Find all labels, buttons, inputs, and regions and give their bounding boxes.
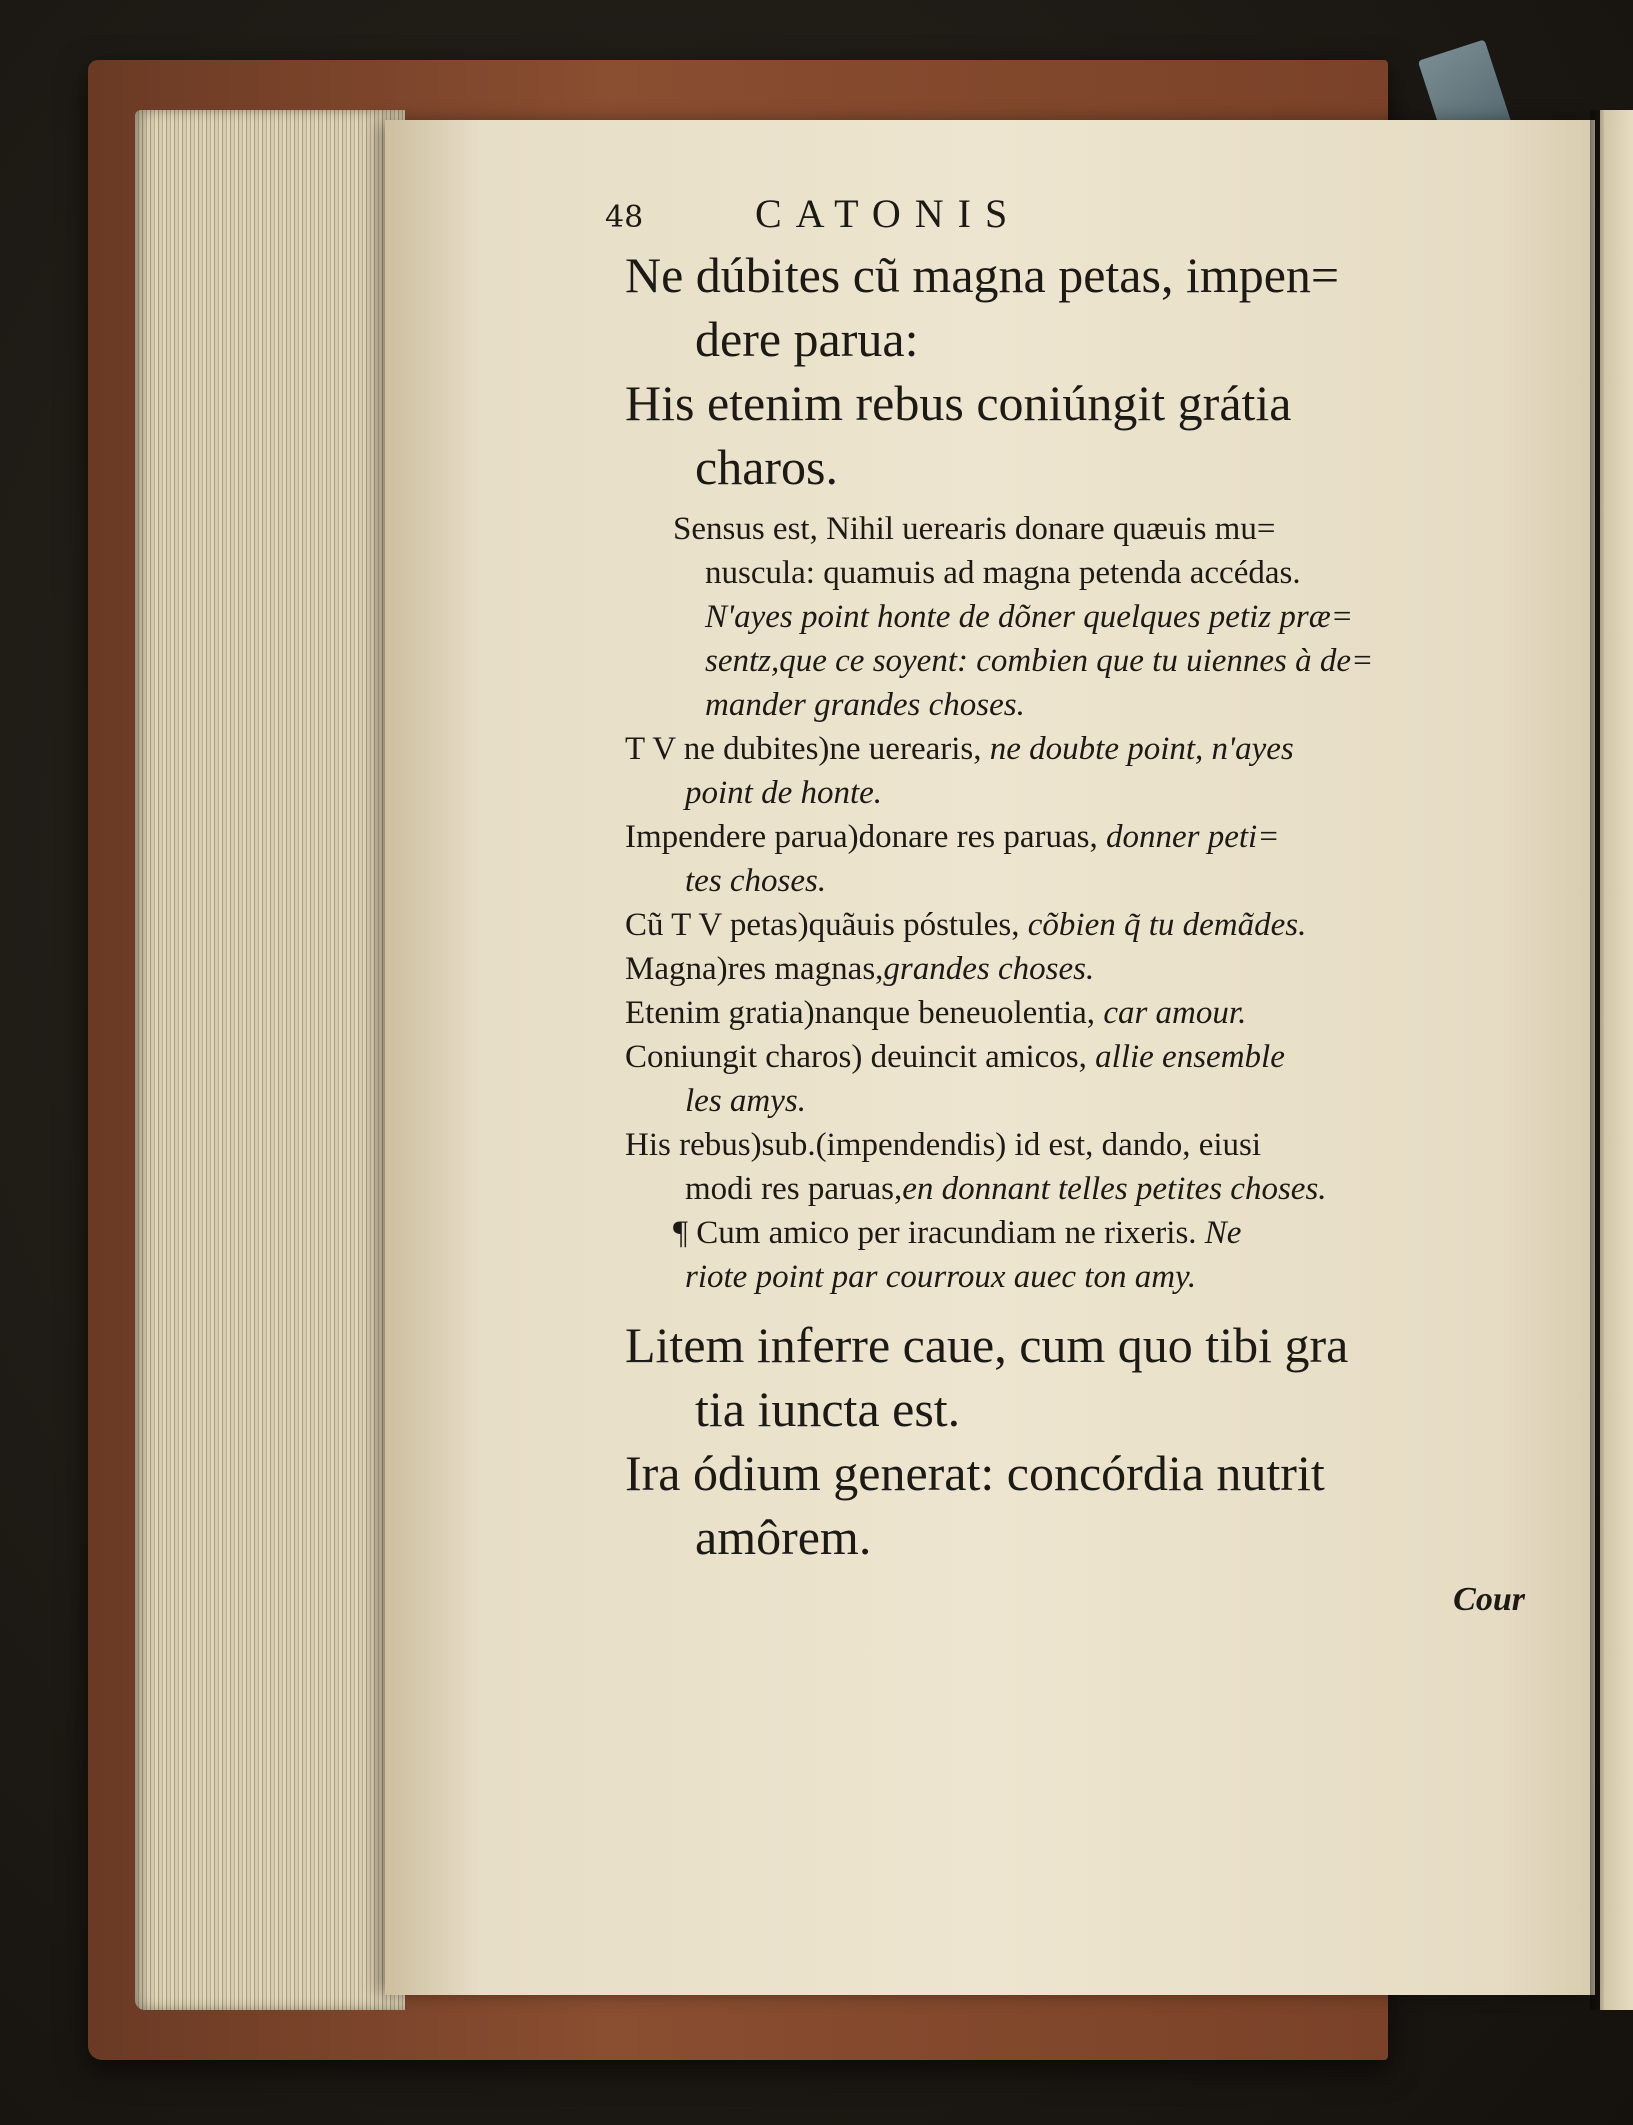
gloss-latin: ¶ Cum amico per iracundiam ne rixeris. [673,1215,1197,1251]
verse-line: Litem inferre caue, cum quo tibi gra [625,1317,1349,1373]
gloss-french: N'ayes point honte de dõner quelques petiz præ= [705,599,1353,635]
gloss-latin: His rebus)sub.(impendendis) id est, dando, eiusi [625,1127,1262,1163]
gloss-french: ne doubte point, n'ayes [989,731,1294,767]
verse-line: Ne dúbites cũ magna petas, impen= [625,247,1340,303]
gloss-line [625,1079,1535,1123]
gloss-french: grandes choses. [883,951,1095,987]
page-header [605,190,1535,237]
verse-line: His etenim rebus coniúngit grátia [625,375,1292,431]
facing-page-edge [1600,110,1633,2010]
catchword: Cour [1453,1581,1525,1618]
verse-line: dere parua: [695,311,919,367]
verse-line: tia iuncta est. [695,1381,961,1437]
verse-line: amôrem. [695,1509,872,1565]
gloss-line [625,947,1535,991]
gloss-line [625,1255,1535,1299]
gloss-french: sentz,que ce soyent: combien que tu uiennes à de= [705,643,1374,679]
verse-block-2 [625,1313,1535,1569]
gloss-line [625,903,1535,947]
gloss-line [625,1123,1535,1167]
gloss-french: les amys. [685,1083,806,1119]
verse-line: charos. [695,439,838,495]
gloss-french: riote point par courroux auec ton amy. [685,1259,1197,1295]
verse-block-1 [625,243,1535,499]
gloss-latin: Magna)res magnas, [625,951,884,987]
gloss-french: allie ensemble [1095,1039,1285,1075]
book-page [385,120,1595,1995]
gloss-line [625,859,1535,903]
gloss-latin: T V ne dubites)ne uerearis, [625,731,982,767]
page-gutter-shadow [1590,110,1604,2010]
gloss-french: car amour. [1103,995,1247,1031]
verse-line: Ira ódium generat: concórdia nutrit [625,1445,1325,1501]
gloss-line [625,727,1535,771]
gloss-line [625,815,1535,859]
gloss-french: cõbien q̃ tu demãdes. [1027,907,1307,943]
page-number: 48 [605,200,644,235]
gloss-line [625,507,1535,551]
gloss-line [625,1167,1535,1211]
commentary-block [625,507,1535,1299]
gloss-line [625,991,1535,1035]
gloss-french: en donnant telles petites choses. [902,1171,1327,1207]
gloss-latin: Cũ T V petas)quãuis póstules, [625,907,1020,943]
gloss-french: point de honte. [685,775,883,811]
gloss-latin: Etenim gratia)nanque beneuolentia, [625,995,1096,1031]
gloss-line [625,1035,1535,1079]
gloss-line [625,551,1535,595]
gloss-line [625,771,1535,815]
gloss-french: mander grandes choses. [705,687,1025,723]
page-edges [135,110,405,2010]
gloss-line [625,683,1535,727]
gloss-latin: nuscula: quamuis ad magna petenda accédas. [705,555,1301,591]
gloss-latin: Impendere parua)donare res paruas, [625,819,1098,855]
gloss-latin: Sensus est, Nihil uerearis donare quæuis mu= [673,511,1276,547]
running-title: CATONIS [755,191,1022,236]
gloss-line [625,1211,1535,1255]
gloss-french: Ne [1204,1215,1242,1251]
gloss-latin: Coniungit charos) deuincit amicos, [625,1039,1087,1075]
gloss-french: donner peti= [1106,819,1280,855]
gloss-latin: modi res paruas, [685,1171,903,1207]
gloss-line [625,595,1535,639]
gloss-line [625,639,1535,683]
gloss-french: tes choses. [685,863,827,899]
